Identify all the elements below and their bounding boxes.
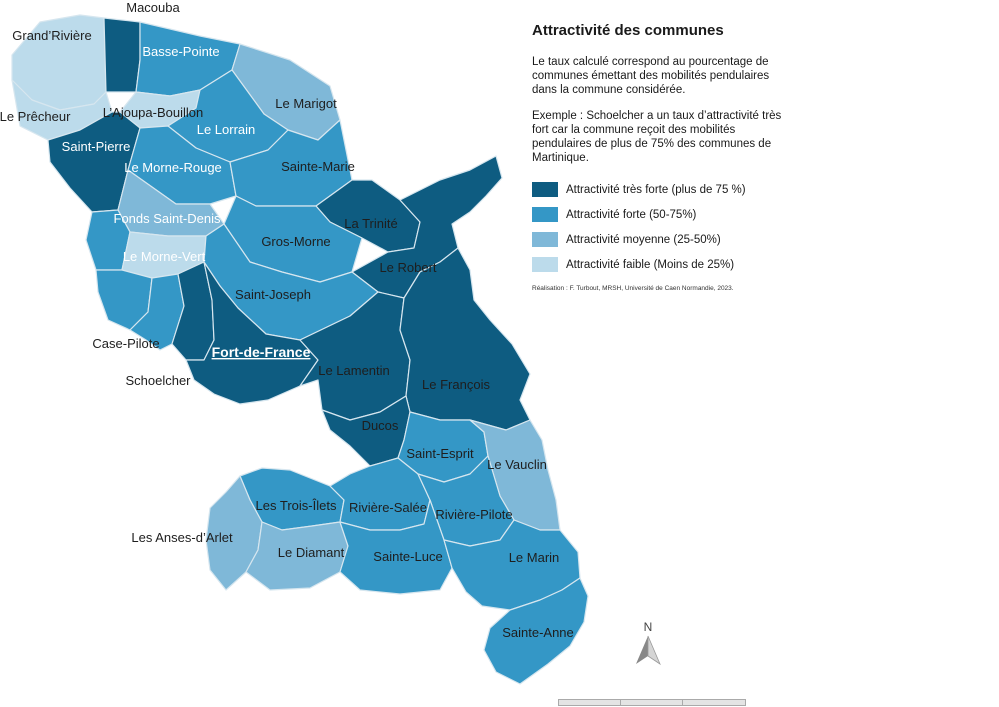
label-le-lorrain: Le Lorrain	[196, 122, 256, 137]
legend-swatch	[532, 257, 558, 272]
legend-item-medium	[532, 227, 792, 252]
label-le-francois: Le François	[422, 377, 490, 392]
label-le-robert: Le Robert	[379, 260, 437, 275]
label-basse-pointe: Basse-Pointe	[142, 44, 220, 59]
label-ajoupa-bouillon: L’Ajoupa-Bouillon	[102, 105, 204, 120]
label-saint-joseph: Saint-Joseph	[235, 287, 311, 302]
legend-label: Attractivité forte (50-75%)	[566, 208, 697, 221]
legend-description: Le taux calculé correspond au pourcentage de communes émettant des mobilités pendulaires dans la commune considérée.	[532, 56, 770, 96]
label-le-marigot: Le Marigot	[275, 96, 337, 111]
legend-title: Attractivité des communes	[532, 22, 724, 39]
label-les-anses-darlet: Les Anses-d’Arlet	[131, 530, 233, 545]
map-credit: Réalisation : F. Turbout, MRSH, Université de Caen Normandie, 2023.	[532, 285, 734, 292]
scale-bar	[558, 699, 746, 706]
commune-area-le-francois[interactable]	[400, 248, 530, 430]
label-gros-morne: Gros-Morne	[261, 234, 331, 249]
label-macouba: Macouba	[126, 0, 180, 15]
label-le-morne-rouge: Le Morne-Rouge	[124, 160, 222, 175]
commune-area-macouba[interactable]	[104, 18, 140, 92]
label-fonds-saint-denis: Fonds Saint-Denis	[113, 211, 221, 226]
svg-text:N: N	[643, 620, 653, 634]
label-sainte-anne: Sainte-Anne	[502, 625, 574, 640]
label-la-trinite: La Trinité	[344, 216, 398, 231]
label-le-vauclin: Le Vauclin	[487, 457, 547, 472]
legend-label: Attractivité très forte (plus de 75 %)	[566, 183, 746, 196]
label-saint-pierre: Saint-Pierre	[61, 139, 131, 154]
label-le-precheur: Le Prêcheur	[0, 109, 71, 124]
label-les-trois-ilets: Les Trois-Îlets	[255, 498, 337, 513]
label-fort-de-france: Fort-de-France	[211, 344, 311, 360]
legend-example: Exemple : Schoelcher a un taux d’attractivité très fort car la commune reçoit des mobilités pendulaires de plus de 75% des communes de Martinique.	[532, 110, 782, 164]
label-le-marin: Le Marin	[508, 550, 560, 565]
legend-item-very-strong	[532, 177, 792, 202]
label-riviere-pilote: Rivière-Pilote	[435, 507, 513, 522]
label-grand-riviere: Grand’Rivière	[12, 28, 92, 43]
legend-item-weak	[532, 252, 792, 277]
label-sainte-luce: Sainte-Luce	[373, 549, 443, 564]
label-sainte-marie: Sainte-Marie	[281, 159, 355, 174]
label-case-pilote: Case-Pilote	[92, 336, 160, 351]
legend-label: Attractivité faible (Moins de 25%)	[566, 258, 735, 271]
legend-swatch	[532, 182, 558, 197]
legend-item-strong	[532, 202, 792, 227]
label-riviere-salee: Rivière-Salée	[348, 500, 428, 515]
label-ducos: Ducos	[361, 418, 399, 433]
legend-label: Attractivité moyenne (25-50%)	[566, 233, 721, 246]
label-le-lamentin: Le Lamentin	[318, 363, 390, 378]
legend-swatch	[532, 207, 558, 222]
legend-swatch	[532, 232, 558, 247]
label-saint-esprit: Saint-Esprit	[406, 446, 474, 461]
north-arrow-icon	[636, 620, 660, 664]
legend-panel	[532, 22, 792, 292]
label-le-morne-vert: Le Morne-Vert	[122, 249, 206, 264]
label-schoelcher: Schoelcher	[125, 373, 191, 388]
label-le-diamant: Le Diamant	[277, 545, 345, 560]
